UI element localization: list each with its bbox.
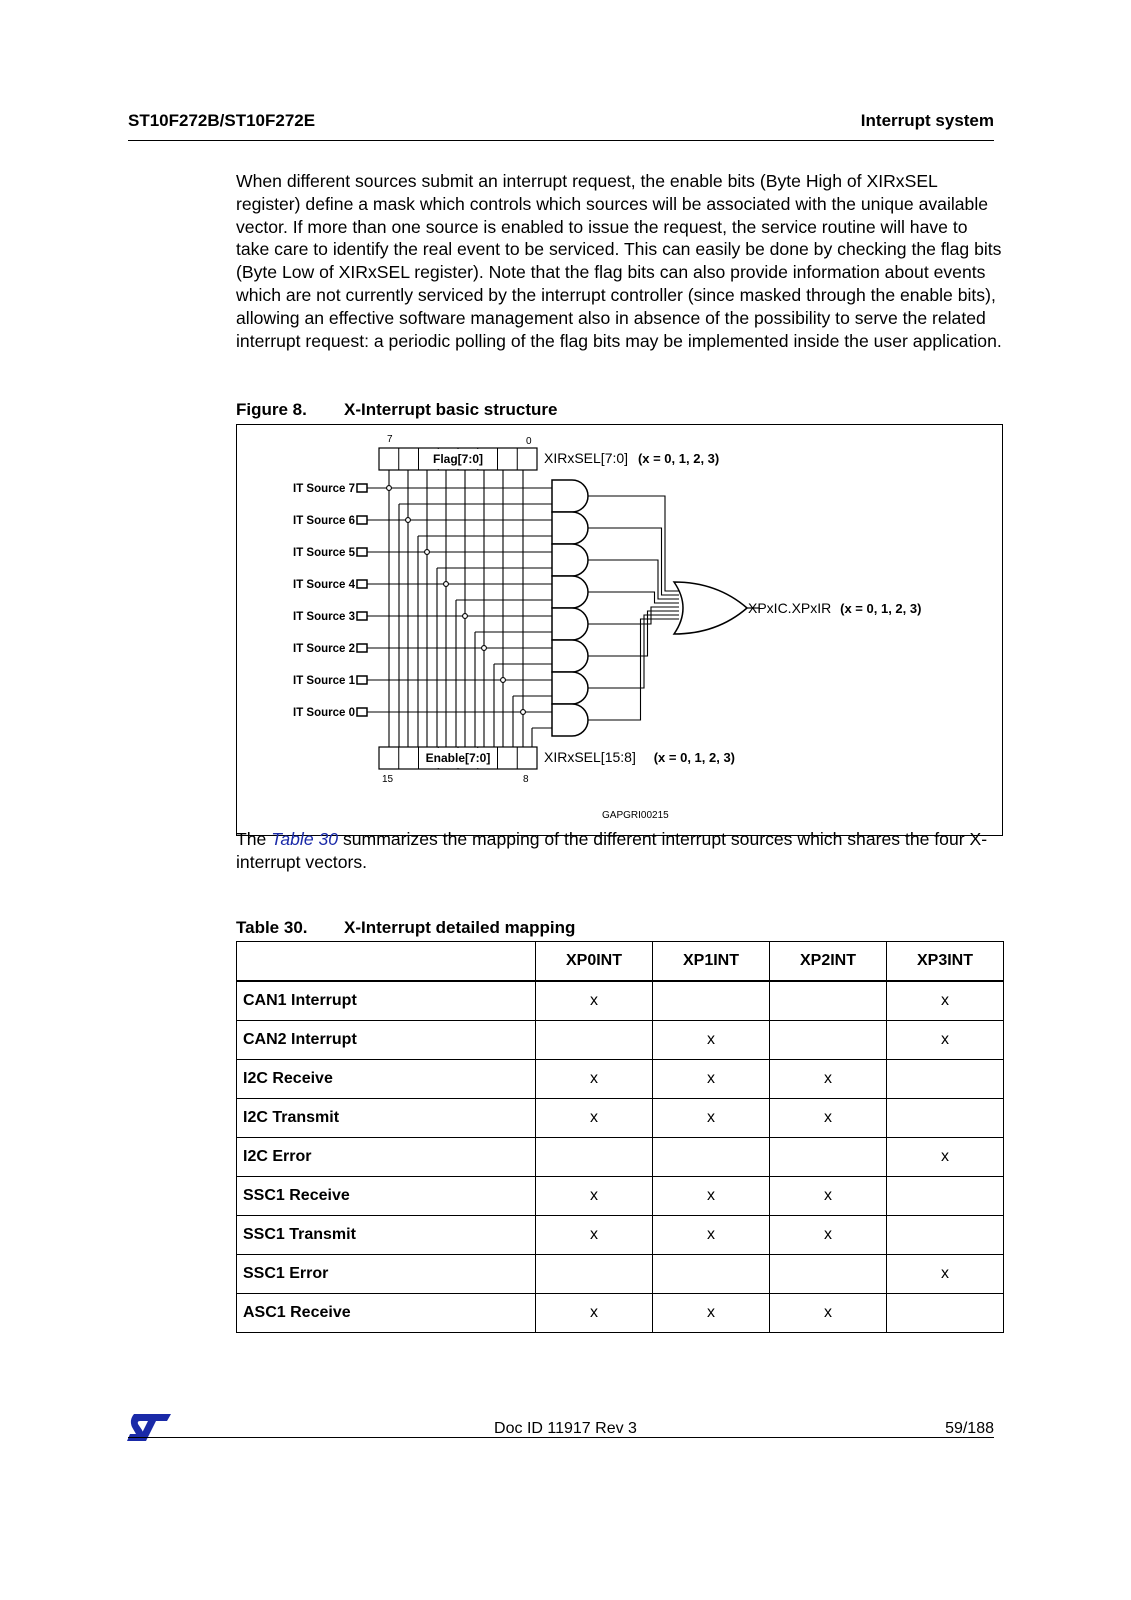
footer-page-number: 59/188 [945, 1420, 994, 1437]
and-gate [552, 672, 588, 704]
table-row [237, 1138, 1004, 1177]
mapping-cell: x [536, 1177, 653, 1216]
it-source-pin [357, 708, 367, 716]
and-output-wire [588, 615, 679, 688]
doc-name: ST10F272B/ST10F272E [128, 111, 316, 130]
column-header: XP0INT [536, 942, 653, 982]
column-header: XP3INT [887, 942, 1004, 982]
it-source-label: IT Source 1 [293, 675, 355, 687]
and-output-wire [588, 619, 679, 720]
it-source-label: IT Source 4 [293, 579, 355, 591]
ref-text-after: summarizes the mapping of the different interrupt sources which shares the four X-interrupt vectors. [236, 829, 988, 872]
mapping-cell: x [536, 1060, 653, 1099]
table-number: Table 30. [236, 918, 308, 937]
flag-junction [501, 678, 506, 683]
and-gate [552, 544, 588, 576]
flag-junction [463, 614, 468, 619]
table-body [237, 981, 1004, 1333]
flag-junction [425, 550, 430, 555]
enable-bit-low-label: 8 [523, 774, 529, 785]
mapping-cell [653, 1255, 770, 1294]
row-name: I2C Receive [237, 1060, 536, 1099]
flag-bit-high-label: 7 [387, 434, 393, 445]
table-row [237, 1255, 1004, 1294]
figure-diagram [236, 424, 1003, 836]
table-ref-paragraph [236, 828, 1002, 874]
table-header-blank [237, 942, 536, 982]
mapping-cell: x [887, 1138, 1004, 1177]
figure-title: X-Interrupt basic structure [344, 400, 558, 419]
flag-junction [387, 486, 392, 491]
it-source-pin [357, 580, 367, 588]
table-header-row [237, 942, 1004, 982]
row-name: CAN2 Interrupt [237, 1021, 536, 1060]
table-caption [236, 918, 576, 938]
mapping-cell: x [887, 981, 1004, 1021]
row-name: SSC1 Transmit [237, 1216, 536, 1255]
mapping-cell [887, 1060, 1004, 1099]
flag-junction [482, 646, 487, 651]
flag-bit-low-label: 0 [526, 436, 532, 447]
it-source-label: IT Source 0 [293, 707, 355, 719]
mapping-cell: x [653, 1216, 770, 1255]
or-gate [674, 582, 747, 634]
it-source-pin [357, 548, 367, 556]
mapping-cell [536, 1138, 653, 1177]
intro-paragraph: When different sources submit an interrupt request, the enable bits (Byte High of XIRxSEL register) define a mask which controls which sources will be associated with the unique available vector. If more than one source is enabled to issue the request, the service routine will have to take care to identify the real event to be serviced. This can easily be done by checking the flag bits (Byte Low of XIRxSEL register). Note that the flag bits can also provide information about events which are not currently serviced by the interrupt controller (since masked through the enable bits), allowing an effective software management also in absence of the possibility to serve the related interrupt request: a periodic polling of the flag bits may be implemented inside the user application. [236, 171, 1002, 351]
mapping-cell [887, 1294, 1004, 1333]
mapping-cell [887, 1177, 1004, 1216]
mapping-cell: x [536, 1294, 653, 1333]
and-output-wire [588, 611, 679, 656]
mapping-cell: x [653, 1177, 770, 1216]
table-row [237, 1294, 1004, 1333]
output-label [748, 600, 921, 616]
and-gate [552, 512, 588, 544]
mapping-cell: x [887, 1255, 1004, 1294]
enable-label: Enable[7:0] [425, 751, 491, 765]
and-gate [552, 704, 588, 736]
x-interrupt-diagram-svg [237, 425, 1002, 835]
ref-text-before: The [236, 829, 272, 849]
row-name: SSC1 Error [237, 1255, 536, 1294]
table-row [237, 1177, 1004, 1216]
mapping-cell [887, 1216, 1004, 1255]
it-source-label: IT Source 6 [293, 515, 355, 527]
enable-register-note: (x = 0, 1, 2, 3) [653, 750, 736, 765]
flag-register-note: (x = 0, 1, 2, 3) [637, 451, 720, 466]
it-source-pin [357, 484, 367, 492]
it-source-label: IT Source 2 [293, 643, 355, 655]
header-rule [128, 140, 994, 141]
mapping-cell: x [536, 1099, 653, 1138]
mapping-cell: x [887, 1021, 1004, 1060]
mapping-cell: x [536, 1216, 653, 1255]
mapping-cell: x [653, 1099, 770, 1138]
figure-id: GAPGRI00215 [602, 810, 669, 821]
mapping-cell: x [770, 1216, 887, 1255]
column-header: XP1INT [653, 942, 770, 982]
flag-label: Flag[7:0] [432, 452, 484, 466]
column-header: XP2INT [770, 942, 887, 982]
mapping-cell [653, 1138, 770, 1177]
and-gate [552, 480, 588, 512]
section-title: Interrupt system [860, 111, 994, 130]
mapping-cell: x [770, 1294, 887, 1333]
row-name: I2C Transmit [237, 1099, 536, 1138]
mapping-cell [770, 1138, 887, 1177]
mapping-cell: x [653, 1021, 770, 1060]
mapping-cell: x [770, 1177, 887, 1216]
footer-doc-id: Doc ID 11917 Rev 3 [494, 1420, 637, 1437]
row-name: SSC1 Receive [237, 1177, 536, 1216]
flag-junction [521, 710, 526, 715]
enable-register-name: XIRxSEL[15:8] [544, 749, 636, 765]
table-row [237, 1099, 1004, 1138]
mapping-cell: x [653, 1294, 770, 1333]
mapping-table [236, 941, 1004, 1333]
it-source-label: IT Source 7 [293, 483, 355, 495]
it-source-label: IT Source 5 [293, 547, 355, 559]
table-row [237, 1060, 1004, 1099]
row-name: ASC1 Receive [237, 1294, 536, 1333]
it-sources [293, 483, 367, 719]
it-source-label: IT Source 3 [293, 611, 355, 623]
and-output-wire [588, 496, 679, 591]
and-gates [552, 480, 588, 736]
and-gate [552, 608, 588, 640]
and-output-wire [588, 592, 679, 603]
enable-register-label [544, 749, 735, 765]
row-name: CAN1 Interrupt [237, 981, 536, 1021]
table-row [237, 981, 1004, 1021]
mapping-cell [770, 981, 887, 1021]
it-source-pin [357, 676, 367, 684]
mapping-cell [536, 1255, 653, 1294]
figure-number: Figure 8. [236, 400, 307, 419]
flag-junction [444, 582, 449, 587]
mapping-cell [653, 981, 770, 1021]
and-gate [552, 640, 588, 672]
mapping-cell [887, 1099, 1004, 1138]
figure-caption [236, 400, 558, 420]
flag-register-name: XIRxSEL[7:0] [544, 450, 629, 466]
flag-register-label [544, 450, 719, 466]
output-register-note: (x = 0, 1, 2, 3) [840, 601, 922, 616]
and-gate [552, 576, 588, 608]
mapping-cell [536, 1021, 653, 1060]
mapping-cell: x [536, 981, 653, 1021]
row-name: I2C Error [237, 1138, 536, 1177]
it-source-pin [357, 644, 367, 652]
table-30-link[interactable]: Table 30 [271, 829, 339, 849]
table-row [237, 1021, 1004, 1060]
it-source-pin [357, 516, 367, 524]
output-register-name: XPxIC.XPxIR [748, 600, 832, 616]
it-source-pin [357, 612, 367, 620]
flag-junction [406, 518, 411, 523]
mapping-cell [770, 1255, 887, 1294]
mapping-cell: x [770, 1060, 887, 1099]
mapping-cell [770, 1021, 887, 1060]
table-row [237, 1216, 1004, 1255]
mapping-cell: x [653, 1060, 770, 1099]
mapping-cell: x [770, 1099, 887, 1138]
enable-bit-high-label: 15 [382, 774, 394, 785]
wiring [367, 470, 679, 747]
table-title: X-Interrupt detailed mapping [344, 918, 576, 937]
